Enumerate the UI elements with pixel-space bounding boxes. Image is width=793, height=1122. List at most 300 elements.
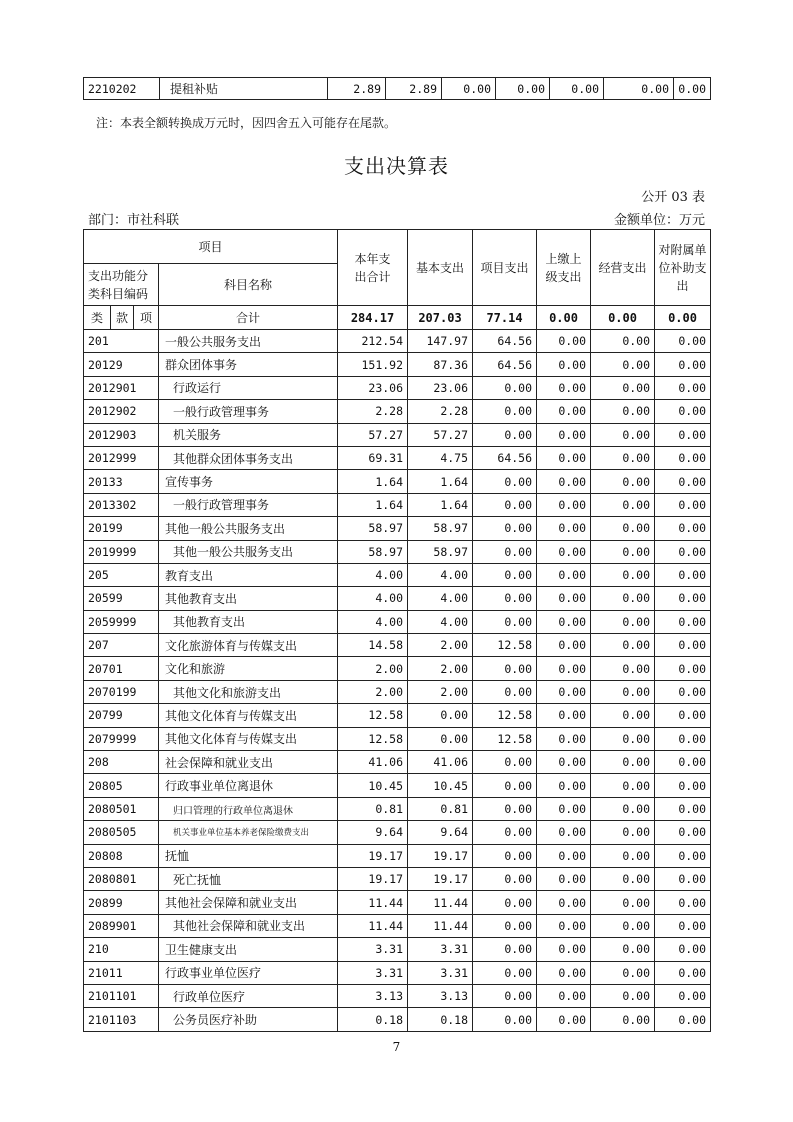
row-value: 0.00 bbox=[655, 587, 711, 610]
row-value: 0.81 bbox=[338, 797, 408, 820]
row-value: 0.00 bbox=[591, 938, 655, 961]
row-value: 2.89 bbox=[386, 78, 442, 100]
table-row bbox=[84, 821, 711, 844]
row-value: 0.00 bbox=[537, 938, 591, 961]
row-value: 4.00 bbox=[338, 587, 408, 610]
row-value: 57.27 bbox=[408, 423, 473, 446]
row-value: 12.58 bbox=[338, 704, 408, 727]
row-value: 23.06 bbox=[408, 376, 473, 399]
row-code: 20899 bbox=[84, 891, 159, 914]
row-value: 58.97 bbox=[338, 517, 408, 540]
row-value: 0.00 bbox=[473, 680, 537, 703]
row-value: 0.00 bbox=[591, 797, 655, 820]
row-value: 11.44 bbox=[338, 891, 408, 914]
row-value: 41.06 bbox=[338, 751, 408, 774]
row-code: 2059999 bbox=[84, 610, 159, 633]
row-value: 1.64 bbox=[338, 493, 408, 516]
row-value: 4.00 bbox=[338, 563, 408, 586]
row-value: 2.00 bbox=[408, 634, 473, 657]
row-value: 64.56 bbox=[473, 353, 537, 376]
row-code: 2012902 bbox=[84, 400, 159, 423]
row-value: 0.00 bbox=[591, 727, 655, 750]
row-value: 0.00 bbox=[537, 914, 591, 937]
row-value: 0.00 bbox=[591, 540, 655, 563]
expenditure-table bbox=[83, 229, 711, 1032]
row-value: 0.00 bbox=[655, 634, 711, 657]
row-name: 其他教育支出 bbox=[159, 610, 338, 633]
row-value: 0.00 bbox=[473, 423, 537, 446]
row-value: 0.00 bbox=[473, 493, 537, 516]
row-name: 死亡抚恤 bbox=[159, 867, 338, 890]
row-value: 12.58 bbox=[473, 634, 537, 657]
row-value: 12.58 bbox=[473, 704, 537, 727]
row-code: 2012903 bbox=[84, 423, 159, 446]
row-code: 20133 bbox=[84, 470, 159, 493]
row-value: 0.00 bbox=[591, 891, 655, 914]
row-name: 教育支出 bbox=[159, 563, 338, 586]
row-value: 0.00 bbox=[537, 984, 591, 1007]
row-value: 0.00 bbox=[537, 423, 591, 446]
row-value: 0.00 bbox=[655, 376, 711, 399]
row-value: 0.00 bbox=[537, 540, 591, 563]
row-name: 行政事业单位医疗 bbox=[159, 961, 338, 984]
row-name: 机关服务 bbox=[159, 423, 338, 446]
row-name: 一般行政管理事务 bbox=[159, 493, 338, 516]
row-name: 抚恤 bbox=[159, 844, 338, 867]
row-code: 20799 bbox=[84, 704, 159, 727]
row-value: 10.45 bbox=[408, 774, 473, 797]
row-value: 0.00 bbox=[537, 844, 591, 867]
previous-table-tail bbox=[83, 77, 711, 100]
row-value: 0.00 bbox=[537, 634, 591, 657]
row-code: 20808 bbox=[84, 844, 159, 867]
row-value: 0.00 bbox=[655, 446, 711, 469]
row-code: 207 bbox=[84, 634, 159, 657]
table-row bbox=[84, 844, 711, 867]
row-value: 1.64 bbox=[408, 493, 473, 516]
page-number: 7 bbox=[392, 1040, 401, 1054]
total-value: 0.00 bbox=[591, 306, 655, 330]
row-value: 0.00 bbox=[604, 78, 674, 100]
table-row bbox=[84, 680, 711, 703]
row-name: 其他文化体育与传媒支出 bbox=[159, 704, 338, 727]
row-value: 0.00 bbox=[473, 400, 537, 423]
row-value: 0.00 bbox=[537, 751, 591, 774]
table-row bbox=[84, 446, 711, 469]
row-value: 0.00 bbox=[473, 914, 537, 937]
row-value: 0.00 bbox=[655, 540, 711, 563]
total-label: 合计 bbox=[159, 306, 338, 330]
row-name: 归口管理的行政单位离退休 bbox=[159, 797, 338, 820]
row-name: 行政单位医疗 bbox=[159, 984, 338, 1007]
total-value: 0.00 bbox=[655, 306, 711, 330]
row-name: 其他文化体育与传媒支出 bbox=[159, 727, 338, 750]
row-value: 2.00 bbox=[338, 657, 408, 680]
row-value: 0.00 bbox=[655, 727, 711, 750]
row-value: 0.00 bbox=[473, 751, 537, 774]
row-value: 0.00 bbox=[655, 984, 711, 1007]
total-value: 77.14 bbox=[473, 306, 537, 330]
row-value: 58.97 bbox=[338, 540, 408, 563]
row-value: 0.00 bbox=[655, 797, 711, 820]
row-value: 0.00 bbox=[473, 821, 537, 844]
row-value: 3.31 bbox=[408, 938, 473, 961]
table-row bbox=[84, 984, 711, 1007]
row-value: 41.06 bbox=[408, 751, 473, 774]
row-value: 0.00 bbox=[591, 563, 655, 586]
row-value: 0.00 bbox=[655, 330, 711, 353]
row-name: 文化和旅游 bbox=[159, 657, 338, 680]
row-value: 1.64 bbox=[408, 470, 473, 493]
row-value: 11.44 bbox=[338, 914, 408, 937]
row-value: 4.00 bbox=[408, 587, 473, 610]
row-value: 64.56 bbox=[473, 446, 537, 469]
row-value: 0.00 bbox=[655, 961, 711, 984]
row-value: 0.00 bbox=[537, 657, 591, 680]
row-value: 2.00 bbox=[338, 680, 408, 703]
row-value: 0.00 bbox=[473, 517, 537, 540]
row-value: 0.00 bbox=[473, 844, 537, 867]
header-business: 经营支出 bbox=[591, 230, 655, 306]
row-value: 212.54 bbox=[338, 330, 408, 353]
row-value: 0.00 bbox=[537, 727, 591, 750]
row-name: 公务员医疗补助 bbox=[159, 1008, 338, 1031]
row-code: 208 bbox=[84, 751, 159, 774]
row-name: 卫生健康支出 bbox=[159, 938, 338, 961]
total-value: 284.17 bbox=[338, 306, 408, 330]
row-value: 0.00 bbox=[537, 821, 591, 844]
row-name: 其他教育支出 bbox=[159, 587, 338, 610]
row-code: 2101103 bbox=[84, 1008, 159, 1031]
row-name: 宣传事务 bbox=[159, 470, 338, 493]
table-row bbox=[84, 1008, 711, 1031]
table-row bbox=[84, 891, 711, 914]
row-value: 0.18 bbox=[408, 1008, 473, 1031]
row-value: 0.00 bbox=[655, 563, 711, 586]
table-row bbox=[84, 727, 711, 750]
row-value: 0.00 bbox=[537, 517, 591, 540]
row-name: 提租补贴 bbox=[160, 78, 328, 100]
row-value: 0.00 bbox=[537, 563, 591, 586]
row-value: 12.58 bbox=[473, 727, 537, 750]
row-value: 19.17 bbox=[408, 844, 473, 867]
row-value: 0.00 bbox=[591, 821, 655, 844]
row-value: 0.00 bbox=[473, 376, 537, 399]
header-lei: 类 bbox=[84, 306, 111, 330]
row-value: 0.00 bbox=[655, 353, 711, 376]
table-row bbox=[84, 751, 711, 774]
row-value: 0.00 bbox=[550, 78, 604, 100]
form-number: 公开 03 表 bbox=[641, 190, 705, 205]
row-value: 2.28 bbox=[338, 400, 408, 423]
table-row bbox=[84, 563, 711, 586]
row-value: 0.00 bbox=[655, 867, 711, 890]
row-value: 87.36 bbox=[408, 353, 473, 376]
row-value: 1.64 bbox=[338, 470, 408, 493]
row-value: 0.00 bbox=[655, 517, 711, 540]
row-value: 0.00 bbox=[655, 751, 711, 774]
row-value: 0.00 bbox=[537, 400, 591, 423]
row-value: 2.89 bbox=[328, 78, 386, 100]
row-value: 0.00 bbox=[537, 867, 591, 890]
row-value: 0.00 bbox=[473, 961, 537, 984]
row-name: 其他群众团体事务支出 bbox=[159, 446, 338, 469]
table-row bbox=[84, 517, 711, 540]
row-value: 57.27 bbox=[338, 423, 408, 446]
row-code: 2089901 bbox=[84, 914, 159, 937]
row-value: 0.00 bbox=[655, 423, 711, 446]
row-value: 19.17 bbox=[338, 844, 408, 867]
row-name: 其他社会保障和就业支出 bbox=[159, 891, 338, 914]
row-value: 0.00 bbox=[591, 844, 655, 867]
row-value: 0.00 bbox=[655, 657, 711, 680]
row-value: 0.00 bbox=[591, 704, 655, 727]
header-project: 项目 bbox=[84, 230, 338, 264]
row-value: 3.31 bbox=[338, 938, 408, 961]
table-row bbox=[84, 961, 711, 984]
row-value: 4.00 bbox=[338, 610, 408, 633]
header-subsidy: 对附属单位补助支出 bbox=[655, 230, 711, 306]
row-code: 2079999 bbox=[84, 727, 159, 750]
table-row bbox=[84, 587, 711, 610]
header-basic: 基本支出 bbox=[408, 230, 473, 306]
row-name: 社会保障和就业支出 bbox=[159, 751, 338, 774]
row-value: 0.00 bbox=[537, 330, 591, 353]
row-value: 2.28 bbox=[408, 400, 473, 423]
row-value: 0.00 bbox=[473, 540, 537, 563]
row-code: 2080501 bbox=[84, 797, 159, 820]
row-name: 其他一般公共服务支出 bbox=[159, 540, 338, 563]
row-code: 2012901 bbox=[84, 376, 159, 399]
row-value: 0.00 bbox=[537, 353, 591, 376]
page-title: 支出决算表 bbox=[344, 154, 449, 178]
row-value: 0.00 bbox=[473, 563, 537, 586]
row-value: 0.00 bbox=[537, 587, 591, 610]
row-value: 23.06 bbox=[338, 376, 408, 399]
total-value: 0.00 bbox=[537, 306, 591, 330]
row-value: 0.00 bbox=[537, 1008, 591, 1031]
row-value: 0.00 bbox=[591, 493, 655, 516]
row-value: 0.00 bbox=[591, 353, 655, 376]
row-value: 0.00 bbox=[473, 587, 537, 610]
row-name: 其他一般公共服务支出 bbox=[159, 517, 338, 540]
row-value: 0.00 bbox=[591, 400, 655, 423]
table-row bbox=[84, 376, 711, 399]
table-row bbox=[84, 657, 711, 680]
total-value: 207.03 bbox=[408, 306, 473, 330]
row-value: 2.00 bbox=[408, 657, 473, 680]
row-value: 0.00 bbox=[537, 891, 591, 914]
row-code: 2013302 bbox=[84, 493, 159, 516]
row-code: 20599 bbox=[84, 587, 159, 610]
row-code: 21011 bbox=[84, 961, 159, 984]
header-subject-name: 科目名称 bbox=[159, 264, 338, 306]
row-name: 其他社会保障和就业支出 bbox=[159, 914, 338, 937]
table-note: 注：本表全额转换成万元时，因四舍五入可能存在尾款。 bbox=[96, 116, 397, 130]
row-value: 0.00 bbox=[655, 938, 711, 961]
row-code: 20199 bbox=[84, 517, 159, 540]
row-value: 0.00 bbox=[496, 78, 550, 100]
row-value: 3.13 bbox=[408, 984, 473, 1007]
row-code: 2070199 bbox=[84, 680, 159, 703]
header-total: 本年支出合计 bbox=[338, 230, 408, 306]
row-value: 58.97 bbox=[408, 517, 473, 540]
row-value: 0.00 bbox=[537, 797, 591, 820]
unit-label: 金额单位：万元 bbox=[613, 213, 705, 228]
row-value: 3.31 bbox=[408, 961, 473, 984]
row-value: 0.00 bbox=[591, 984, 655, 1007]
row-value: 0.00 bbox=[655, 1008, 711, 1031]
row-value: 14.58 bbox=[338, 634, 408, 657]
row-value: 0.00 bbox=[591, 376, 655, 399]
row-value: 0.00 bbox=[537, 376, 591, 399]
row-value: 0.00 bbox=[655, 470, 711, 493]
row-value: 0.81 bbox=[408, 797, 473, 820]
row-value: 0.00 bbox=[473, 470, 537, 493]
row-value: 0.00 bbox=[655, 844, 711, 867]
row-value: 0.00 bbox=[473, 610, 537, 633]
row-value: 19.17 bbox=[408, 867, 473, 890]
row-code: 205 bbox=[84, 563, 159, 586]
row-value: 0.00 bbox=[591, 657, 655, 680]
row-value: 0.00 bbox=[591, 587, 655, 610]
row-value: 0.00 bbox=[591, 423, 655, 446]
row-value: 151.92 bbox=[338, 353, 408, 376]
header-func-code: 支出功能分类科目编码 bbox=[84, 264, 159, 306]
table-row bbox=[84, 914, 711, 937]
row-value: 0.00 bbox=[537, 961, 591, 984]
table-row bbox=[84, 774, 711, 797]
row-value: 69.31 bbox=[338, 446, 408, 469]
row-name: 行政事业单位离退休 bbox=[159, 774, 338, 797]
department-label: 部门：市社科联 bbox=[88, 213, 180, 228]
row-value: 9.64 bbox=[408, 821, 473, 844]
row-value: 147.97 bbox=[408, 330, 473, 353]
table-row bbox=[84, 493, 711, 516]
row-value: 0.00 bbox=[591, 1008, 655, 1031]
table-row bbox=[84, 938, 711, 961]
table-row bbox=[84, 423, 711, 446]
row-value: 11.44 bbox=[408, 914, 473, 937]
row-value: 12.58 bbox=[338, 727, 408, 750]
table-row bbox=[84, 797, 711, 820]
row-value: 0.00 bbox=[674, 78, 711, 100]
row-name: 文化旅游体育与传媒支出 bbox=[159, 634, 338, 657]
row-value: 0.00 bbox=[655, 680, 711, 703]
header-upper: 上缴上级支出 bbox=[537, 230, 591, 306]
row-value: 0.00 bbox=[473, 657, 537, 680]
row-value: 4.75 bbox=[408, 446, 473, 469]
row-value: 0.00 bbox=[655, 914, 711, 937]
row-value: 0.00 bbox=[655, 774, 711, 797]
row-value: 0.00 bbox=[655, 821, 711, 844]
row-value: 0.00 bbox=[408, 727, 473, 750]
row-value: 0.00 bbox=[473, 1008, 537, 1031]
row-value: 2.00 bbox=[408, 680, 473, 703]
row-value: 19.17 bbox=[338, 867, 408, 890]
row-value: 0.00 bbox=[591, 961, 655, 984]
row-value: 58.97 bbox=[408, 540, 473, 563]
row-value: 0.00 bbox=[591, 774, 655, 797]
row-value: 0.00 bbox=[473, 774, 537, 797]
table-row bbox=[84, 400, 711, 423]
table-row bbox=[84, 540, 711, 563]
row-value: 0.00 bbox=[442, 78, 496, 100]
row-value: 0.00 bbox=[655, 704, 711, 727]
table-row bbox=[84, 634, 711, 657]
row-value: 0.00 bbox=[591, 470, 655, 493]
row-code: 210 bbox=[84, 938, 159, 961]
row-value: 0.00 bbox=[591, 914, 655, 937]
row-value: 11.44 bbox=[408, 891, 473, 914]
header-kuan: 款 bbox=[111, 306, 134, 330]
row-code: 2080505 bbox=[84, 821, 159, 844]
row-value: 3.31 bbox=[338, 961, 408, 984]
table-row bbox=[84, 610, 711, 633]
row-value: 0.00 bbox=[473, 867, 537, 890]
table-row bbox=[84, 353, 711, 376]
row-code: 2012999 bbox=[84, 446, 159, 469]
row-value: 0.00 bbox=[537, 774, 591, 797]
table-row bbox=[84, 867, 711, 890]
row-value: 0.00 bbox=[537, 680, 591, 703]
row-value: 0.00 bbox=[537, 446, 591, 469]
row-name: 其他文化和旅游支出 bbox=[159, 680, 338, 703]
row-code: 2210202 bbox=[84, 78, 160, 100]
row-code: 201 bbox=[84, 330, 159, 353]
row-value: 9.64 bbox=[338, 821, 408, 844]
row-code: 20805 bbox=[84, 774, 159, 797]
table-row bbox=[84, 470, 711, 493]
row-value: 0.00 bbox=[591, 867, 655, 890]
row-code: 2101101 bbox=[84, 984, 159, 1007]
row-value: 0.00 bbox=[591, 634, 655, 657]
row-value: 0.00 bbox=[591, 680, 655, 703]
row-value: 4.00 bbox=[408, 563, 473, 586]
row-value: 3.13 bbox=[338, 984, 408, 1007]
row-name: 机关事业单位基本养老保险缴费支出 bbox=[159, 821, 338, 844]
header-project-exp: 项目支出 bbox=[473, 230, 537, 306]
row-value: 0.00 bbox=[473, 797, 537, 820]
row-value: 0.00 bbox=[591, 330, 655, 353]
table-row bbox=[84, 330, 711, 353]
row-value: 10.45 bbox=[338, 774, 408, 797]
row-value: 0.18 bbox=[338, 1008, 408, 1031]
row-value: 0.00 bbox=[655, 493, 711, 516]
row-value: 0.00 bbox=[655, 400, 711, 423]
row-value: 0.00 bbox=[537, 470, 591, 493]
row-name: 一般公共服务支出 bbox=[159, 330, 338, 353]
row-value: 0.00 bbox=[591, 446, 655, 469]
row-code: 20129 bbox=[84, 353, 159, 376]
row-value: 0.00 bbox=[473, 984, 537, 1007]
row-value: 0.00 bbox=[408, 704, 473, 727]
row-value: 0.00 bbox=[537, 493, 591, 516]
row-value: 0.00 bbox=[473, 938, 537, 961]
row-value: 0.00 bbox=[473, 891, 537, 914]
row-name: 一般行政管理事务 bbox=[159, 400, 338, 423]
row-code: 2019999 bbox=[84, 540, 159, 563]
table-row bbox=[84, 704, 711, 727]
row-value: 0.00 bbox=[591, 517, 655, 540]
row-value: 0.00 bbox=[537, 610, 591, 633]
row-code: 20701 bbox=[84, 657, 159, 680]
row-value: 64.56 bbox=[473, 330, 537, 353]
row-value: 0.00 bbox=[655, 891, 711, 914]
header-xiang: 项 bbox=[134, 306, 159, 330]
row-name: 行政运行 bbox=[159, 376, 338, 399]
row-value: 0.00 bbox=[655, 610, 711, 633]
